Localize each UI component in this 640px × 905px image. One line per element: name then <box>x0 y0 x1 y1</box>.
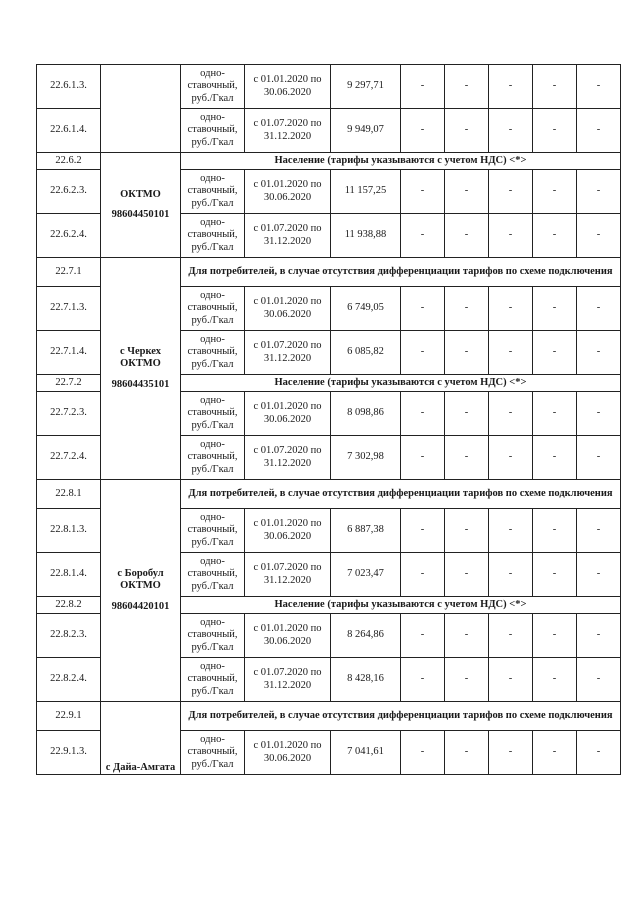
tariff-table <box>36 64 621 775</box>
row-code: 22.8.1 <box>37 480 101 509</box>
row-code: 22.8.1.4. <box>37 553 101 597</box>
row-code: 22.6.2 <box>37 153 101 170</box>
empty-value: - <box>445 392 489 436</box>
empty-value: - <box>445 331 489 375</box>
empty-value: - <box>489 287 533 331</box>
place-cell <box>101 702 181 775</box>
period: с 01.07.2020 по 31.12.2020 <box>245 109 331 153</box>
place-name: с Дайа-Амгата <box>105 761 176 773</box>
period: с 01.07.2020 по 31.12.2020 <box>245 658 331 702</box>
empty-value: - <box>577 331 621 375</box>
tariff-value: 11 157,25 <box>331 170 401 214</box>
empty-value: - <box>489 65 533 109</box>
empty-value: - <box>489 658 533 702</box>
empty-value: - <box>489 109 533 153</box>
empty-value: - <box>445 436 489 480</box>
section-header: Население (тарифы указываются с учетом НДС) <*> <box>181 375 621 392</box>
tariff-type: одно-ставочный, руб./Гкал <box>181 658 245 702</box>
empty-value: - <box>533 392 577 436</box>
tariff-value: 9 949,07 <box>331 109 401 153</box>
tariff-value: 7 302,98 <box>331 436 401 480</box>
period: с 01.01.2020 по 30.06.2020 <box>245 65 331 109</box>
tariff-value: 8 264,86 <box>331 614 401 658</box>
tariff-type: одно-ставочный, руб./Гкал <box>181 214 245 258</box>
tariff-value: 6 085,82 <box>331 331 401 375</box>
empty-value: - <box>533 553 577 597</box>
tariff-value: 7 041,61 <box>331 731 401 775</box>
place-cell <box>101 65 181 153</box>
empty-value: - <box>533 65 577 109</box>
empty-value: - <box>401 65 445 109</box>
tariff-value: 8 428,16 <box>331 658 401 702</box>
empty-value: - <box>445 614 489 658</box>
tariff-value: 6 749,05 <box>331 287 401 331</box>
empty-value: - <box>445 214 489 258</box>
empty-value: - <box>445 287 489 331</box>
empty-value: - <box>489 614 533 658</box>
place-cell <box>101 153 181 258</box>
empty-value: - <box>533 436 577 480</box>
empty-value: - <box>401 109 445 153</box>
oktmo-label: ОКТМО <box>120 188 161 200</box>
oktmo-code: 98604450101 <box>111 209 170 220</box>
place-name: с Черкех <box>120 345 161 357</box>
empty-value: - <box>577 109 621 153</box>
empty-value: - <box>401 214 445 258</box>
empty-value: - <box>401 170 445 214</box>
empty-value: - <box>577 436 621 480</box>
tariff-value: 6 887,38 <box>331 509 401 553</box>
row-code: 22.6.1.3. <box>37 65 101 109</box>
empty-value: - <box>533 614 577 658</box>
tariff-type: одно-ставочный, руб./Гкал <box>181 170 245 214</box>
tariff-type: одно-ставочный, руб./Гкал <box>181 287 245 331</box>
empty-value: - <box>489 436 533 480</box>
empty-value: - <box>489 553 533 597</box>
period: с 01.01.2020 по 30.06.2020 <box>245 509 331 553</box>
tariff-type: одно-ставочный, руб./Гкал <box>181 509 245 553</box>
empty-value: - <box>577 731 621 775</box>
empty-value: - <box>577 65 621 109</box>
empty-value: - <box>533 331 577 375</box>
empty-value: - <box>401 331 445 375</box>
section-header: Для потребителей, в случае отсутствия дифференциации тарифов по схеме подключения <box>181 702 621 731</box>
row-code: 22.6.2.4. <box>37 214 101 258</box>
tariff-value: 7 023,47 <box>331 553 401 597</box>
empty-value: - <box>533 658 577 702</box>
place-cell <box>101 480 181 702</box>
empty-value: - <box>401 614 445 658</box>
oktmo-label: ОКТМО <box>120 580 161 592</box>
empty-value: - <box>445 109 489 153</box>
empty-value: - <box>489 392 533 436</box>
table-row <box>37 65 621 109</box>
period: с 01.01.2020 по 30.06.2020 <box>245 392 331 436</box>
row-code: 22.9.1 <box>37 702 101 731</box>
oktmo-code: 98604420101 <box>111 600 170 612</box>
empty-value: - <box>577 287 621 331</box>
tariff-value: 9 297,71 <box>331 65 401 109</box>
section-header: Население (тарифы указываются с учетом НДС) <*> <box>181 153 621 170</box>
empty-value: - <box>533 287 577 331</box>
empty-value: - <box>533 731 577 775</box>
empty-value: - <box>401 731 445 775</box>
place-name: с Боробул <box>117 567 164 579</box>
empty-value: - <box>577 509 621 553</box>
empty-value: - <box>445 509 489 553</box>
row-code: 22.8.2.3. <box>37 614 101 658</box>
table-row <box>37 258 621 287</box>
table-row <box>37 153 621 170</box>
empty-value: - <box>577 392 621 436</box>
period: с 01.01.2020 по 30.06.2020 <box>245 731 331 775</box>
row-code: 22.6.2.3. <box>37 170 101 214</box>
row-code: 22.6.1.4. <box>37 109 101 153</box>
period: с 01.07.2020 по 31.12.2020 <box>245 331 331 375</box>
tariff-type: одно-ставочный, руб./Гкал <box>181 65 245 109</box>
empty-value: - <box>577 553 621 597</box>
tariff-type: одно-ставочный, руб./Гкал <box>181 553 245 597</box>
empty-value: - <box>533 170 577 214</box>
period: с 01.01.2020 по 30.06.2020 <box>245 614 331 658</box>
row-code: 22.7.1.4. <box>37 331 101 375</box>
place-cell <box>101 258 181 480</box>
empty-value: - <box>401 287 445 331</box>
row-code: 22.7.1.3. <box>37 287 101 331</box>
empty-value: - <box>445 658 489 702</box>
empty-value: - <box>533 509 577 553</box>
row-code: 22.8.1.3. <box>37 509 101 553</box>
section-header: Для потребителей, в случае отсутствия дифференциации тарифов по схеме подключения <box>181 480 621 509</box>
row-code: 22.7.2.3. <box>37 392 101 436</box>
period: с 01.07.2020 по 31.12.2020 <box>245 436 331 480</box>
empty-value: - <box>445 170 489 214</box>
row-code: 22.8.2.4. <box>37 658 101 702</box>
row-code: 22.7.2 <box>37 375 101 392</box>
empty-value: - <box>489 214 533 258</box>
empty-value: - <box>489 731 533 775</box>
tariff-type: одно-ставочный, руб./Гкал <box>181 392 245 436</box>
empty-value: - <box>577 614 621 658</box>
empty-value: - <box>489 170 533 214</box>
section-header: Для потребителей, в случае отсутствия дифференциации тарифов по схеме подключения <box>181 258 621 287</box>
oktmo-label: ОКТМО <box>120 358 161 370</box>
period: с 01.07.2020 по 31.12.2020 <box>245 553 331 597</box>
row-code: 22.9.1.3. <box>37 731 101 775</box>
empty-value: - <box>577 170 621 214</box>
oktmo-code: 98604435101 <box>111 378 170 390</box>
empty-value: - <box>445 553 489 597</box>
empty-value: - <box>445 731 489 775</box>
empty-value: - <box>577 658 621 702</box>
empty-value: - <box>401 658 445 702</box>
row-code: 22.7.2.4. <box>37 436 101 480</box>
empty-value: - <box>533 214 577 258</box>
period: с 01.01.2020 по 30.06.2020 <box>245 287 331 331</box>
empty-value: - <box>533 109 577 153</box>
tariff-value: 11 938,88 <box>331 214 401 258</box>
tariff-type: одно-ставочный, руб./Гкал <box>181 109 245 153</box>
row-code: 22.7.1 <box>37 258 101 287</box>
empty-value: - <box>577 214 621 258</box>
empty-value: - <box>445 65 489 109</box>
empty-value: - <box>401 509 445 553</box>
tariff-type: одно-ставочный, руб./Гкал <box>181 331 245 375</box>
tariff-type: одно-ставочный, руб./Гкал <box>181 436 245 480</box>
tariff-type: одно-ставочный, руб./Гкал <box>181 731 245 775</box>
empty-value: - <box>489 331 533 375</box>
row-code: 22.8.2 <box>37 597 101 614</box>
tariff-value: 8 098,86 <box>331 392 401 436</box>
period: с 01.01.2020 по 30.06.2020 <box>245 170 331 214</box>
empty-value: - <box>401 436 445 480</box>
empty-value: - <box>401 392 445 436</box>
tariff-type: одно-ставочный, руб./Гкал <box>181 614 245 658</box>
section-header: Население (тарифы указываются с учетом НДС) <*> <box>181 597 621 614</box>
empty-value: - <box>401 553 445 597</box>
empty-value: - <box>489 509 533 553</box>
table-row <box>37 480 621 509</box>
period: с 01.07.2020 по 31.12.2020 <box>245 214 331 258</box>
table-row <box>37 702 621 731</box>
